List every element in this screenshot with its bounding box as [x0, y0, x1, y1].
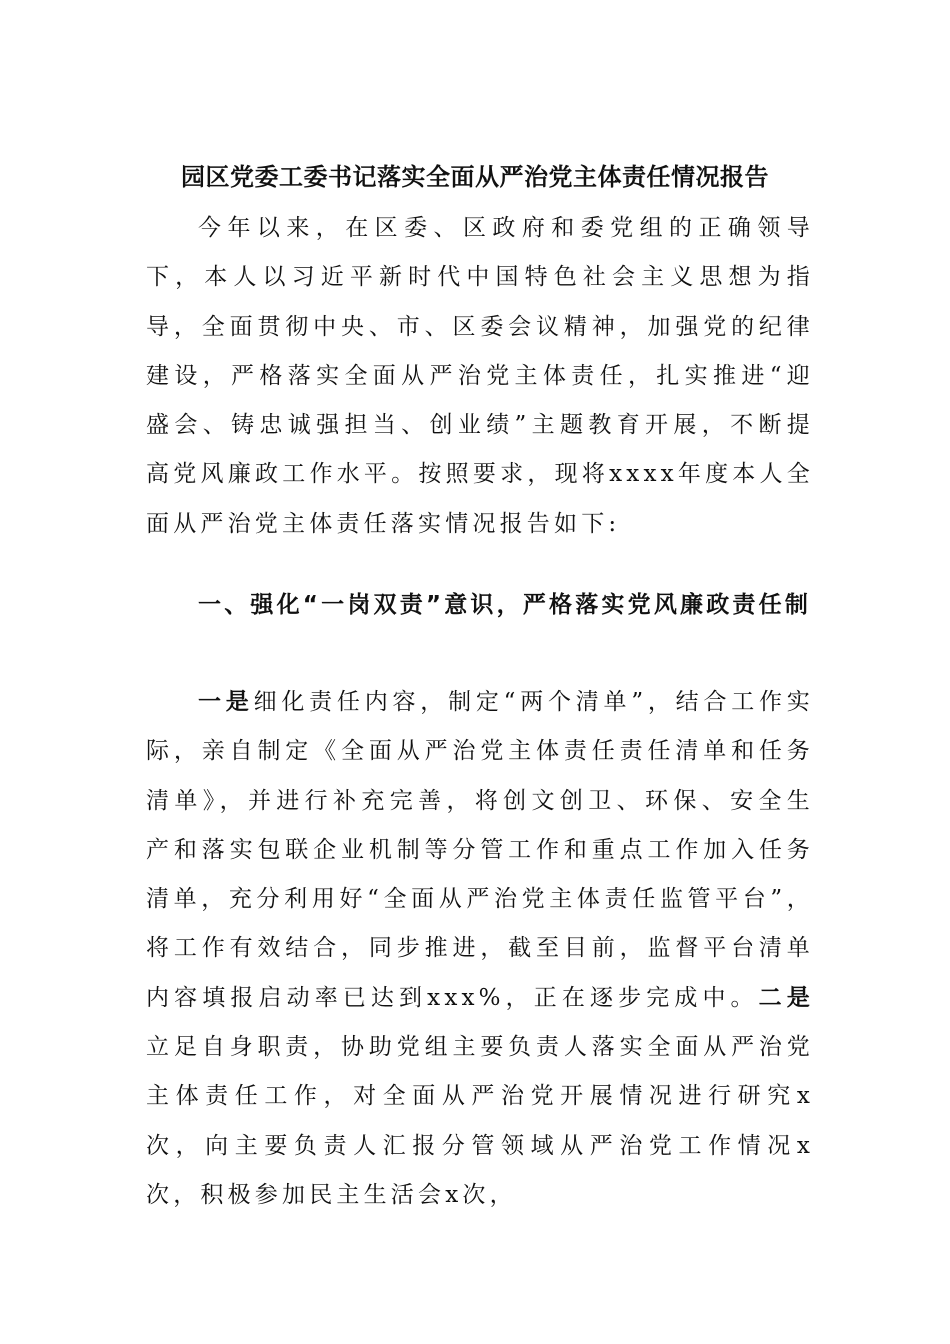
section-heading: 一、强化“一岗双责”意识，严格落实党风廉政责任制	[198, 592, 812, 618]
section-paragraph	[146, 678, 814, 1220]
section-text-2: 立足自身职责，协助党组主要负责人落实全面从严治党主体责任工作，对全面从严治党开展情况进行研究x次，向主要负责人汇报分管领域从严治党工作情况x次，积极参加民主生活会x次，	[146, 1034, 814, 1208]
lead-marker-1: 一是	[198, 689, 254, 715]
intro-paragraph: 今年以来，在区委、区政府和委党组的正确领导下，本人以习近平新时代中国特色社会主义思想为指导，全面贯彻中央、市、区委会议精神，加强党的纪律建设，严格落实全面从严治党主体责任，扎实推进“迎盛会、铸忠诚强担当、创业绩”主题教育开展，不断提高党风廉政工作水平。按照要求，现将xxxx年度本人全面从严治党主体责任落实情况报告如下:	[146, 215, 814, 537]
section-text-1: 细化责任内容，制定“两个清单”，结合工作实际，亲自制定《全面从严治党主体责任责任清单和任务清单》，并进行补充完善，将创文创卫、环保、安全生产和落实包联企业机制等分管工作和重点工作加入任务清单，充分利用好“全面从严治党主体责任监管平台”，将工作有效结合，同步推进，截至目前，监督平台清单内容填报启动率已达到xxx%，正在逐步完成中。	[146, 689, 814, 1011]
document-title: 园区党委工委书记落实全面从严治党主体责任情况报告	[181, 162, 769, 191]
lead-marker-2: 二是	[758, 984, 814, 1011]
